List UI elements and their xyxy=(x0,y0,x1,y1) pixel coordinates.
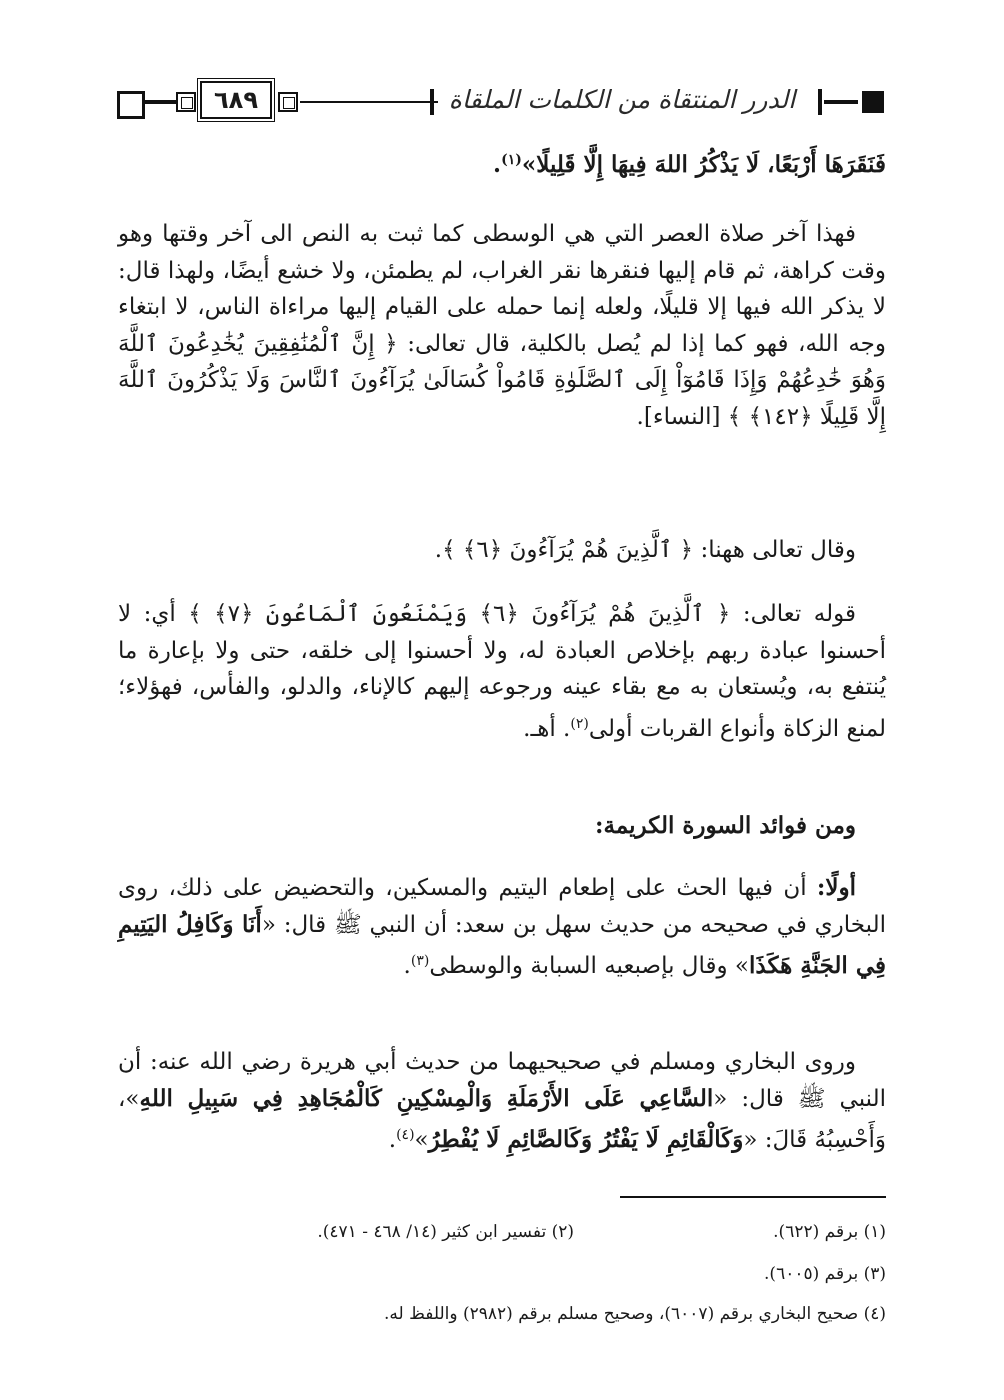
tafsir-text: قوله تعالى: ﴿ ٱلَّذِينَ هُمْ يُرَآءُونَ ﴿٦﴾ وَيَمْنَعُونَ ٱلْمَاعُونَ ﴿٧﴾ ﴾ أي: لا أحسنوا عبادة ربهم بإخلاص العبادة له، ولا أحسنوا إلى خلقه، حتى ولا بإعارة ما يُنتفع به، ويُستعان به مع بقاء عينه ورجوعه إليهم كالإناء، والدلو، والفأس، فهؤلاء؛ لمنع الزكاة وأنواع القربات أولى xyxy=(118,601,886,742)
punctuation: . xyxy=(493,151,502,178)
paragraph-commentary: فهذا آخر صلاة العصر التي هي الوسطى كما ثبت به النص الى آخر وقتها وهو وقت كراهة، ثم قام إليها فنقرها نقر الغراب، لم يطمئن، ولا خشع أيضًا، ولهذا قال: لا يذكر الله فيها إلا قليلًا، ولعله إنما حمله على القيام إليها مراءاة الناس، لا ابتغاء وجه الله، فهو كما إذا لم يُصل بالكلية، قال تعالى: ﴿ إِنَّ ٱلْمُنَٰفِقِينَ يُخَٰدِعُونَ ٱللَّهَ وَهُوَ خَٰدِعُهُمْ وَإِذَا قَامُوٓاْ إِلَى ٱلصَّلَوٰةِ قَامُواْ كُسَالَىٰ يُرَآءُونَ ٱلنَّاسَ وَلَا يَذْكُرُونَ ٱللَّهَ إِلَّا قَلِيلًا ﴿١٤٢﴾ ﴾ [النساء]. xyxy=(118,221,886,430)
footnote-separator xyxy=(620,1196,886,1198)
footnote-ref: (٣) xyxy=(410,953,430,969)
book-title: الدرر المنتقاة من الكلمات الملقاة xyxy=(448,85,796,114)
paragraph-verse-6: وقال تعالى ههنا: ﴿ ٱلَّذِينَ هُمْ يُرَآءُونَ ﴿٦﴾ ﴾. xyxy=(434,537,856,563)
punctuation: . أهـ. xyxy=(523,715,571,742)
header-knot-ornament-right xyxy=(278,92,298,112)
header-rule-left xyxy=(142,100,176,104)
narration-text: » وقال بإصبعيه السبابة والوسطى xyxy=(429,953,749,979)
hadith-text: فَنَقَرَهَا أَرْبَعًا، لَا يَذْكُرُ اللهَ فِيهَا إِلَّا قَلِيلًا» xyxy=(521,151,886,178)
header-right-box-ornament xyxy=(862,91,884,113)
narration-text: »، وَأَحْسِبُهُ قَالَ: « xyxy=(118,1085,886,1153)
footnote-4: (٤) صحيح البخاري برقم (٦٠٠٧)، وصحيح مسلم برقم (٢٩٨٢) واللفظ له. xyxy=(384,1304,886,1324)
footnote-2: (٢) تفسير ابن كثير (١٤/ ٤٦٨ - ٤٧١). xyxy=(317,1222,574,1242)
hadith-text: وَكَالْقَائِمِ لَا يَفْتُرُ وَكَالصَّائِمِ لَا يُفْطِرُ xyxy=(428,1126,744,1153)
narration-text: أن فيها الحث على إطعام اليتيم والمسكين، والتحضيض على ذلك، روى البخاري في صحيحه من حديث سهل بن سعد: أن النبي ﷺ قال: « xyxy=(118,875,886,938)
footnote-1: (١) برقم (٦٢٢). xyxy=(773,1222,886,1242)
header-rule-middle xyxy=(300,101,438,103)
section-heading: ومن فوائد السورة الكريمة: xyxy=(595,812,856,839)
paragraph-hadith-widow xyxy=(118,1044,886,1159)
footnote-3: (٣) برقم (٦٠٠٥). xyxy=(764,1264,886,1284)
punctuation: » xyxy=(414,1127,429,1153)
header-bar-ornament xyxy=(430,89,434,115)
page-number: ٦٨٩ xyxy=(200,81,272,119)
page-header xyxy=(112,78,888,126)
header-left-box-ornament xyxy=(117,91,145,119)
punctuation: . xyxy=(403,953,411,979)
footnote-ref: (١) xyxy=(501,152,522,168)
punctuation: . xyxy=(388,1127,397,1153)
header-knot-ornament-left xyxy=(176,92,196,112)
header-rule-right xyxy=(824,100,858,104)
header-bar-ornament-right xyxy=(818,89,822,115)
benefit-label: أولًا: xyxy=(816,874,856,901)
paragraph-tafsir xyxy=(118,596,886,747)
hadith-text: السَّاعِي عَلَى الأَرْمَلَةِ وَالْمِسْكِينِ كَالْمُجَاهِدِ فِي سَبِيلِ اللهِ xyxy=(139,1084,714,1112)
hadith-text: أَنَا وَكَافِلُ اليَتِيمِ فِي الجَنَّةِ هَكَذَا xyxy=(118,910,886,979)
paragraph-continuation xyxy=(118,142,886,184)
paragraph-benefit-1 xyxy=(118,870,886,985)
footnote-ref: (٤) xyxy=(396,1127,415,1143)
narration-text: وروى البخاري ومسلم في صحيحيهما من حديث أبي هريرة رضي الله عنه: أن النبي ﷺ قال: « xyxy=(118,1049,886,1112)
footnote-ref: (٢) xyxy=(570,715,589,732)
